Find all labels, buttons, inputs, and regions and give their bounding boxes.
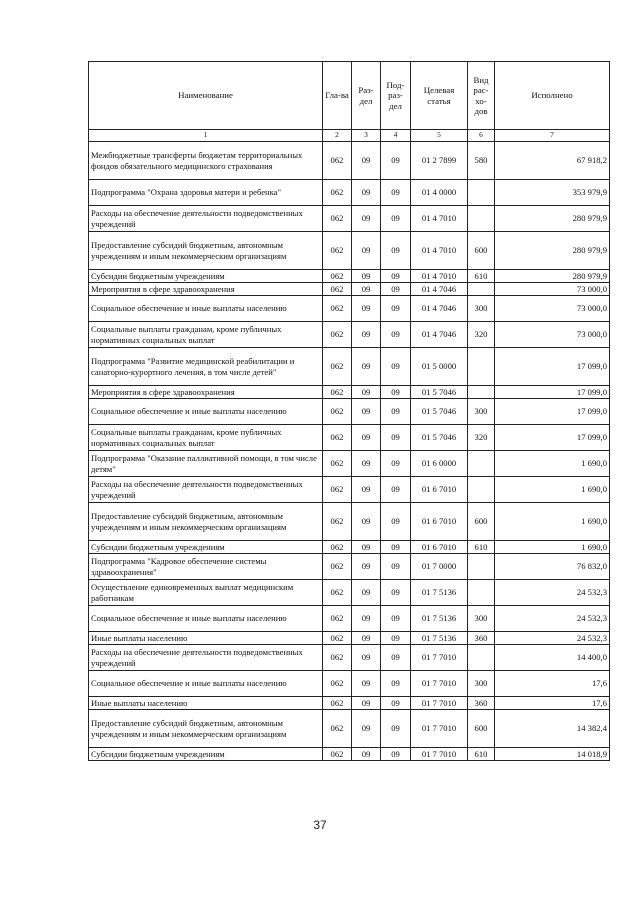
row-expense-type: 300 — [468, 671, 495, 697]
row-target-article: 01 7 7010 — [411, 710, 468, 748]
row-executed-amount: 17,6 — [495, 671, 610, 697]
row-glava: 062 — [323, 180, 352, 206]
row-expense-type — [468, 206, 495, 232]
row-target-article: 01 7 5136 — [411, 632, 468, 645]
row-razdel: 09 — [352, 232, 381, 270]
row-executed-amount: 17 099,0 — [495, 386, 610, 399]
row-name: Подпрограмма "Охрана здоровья матери и ребенка" — [89, 180, 323, 206]
table-row — [89, 386, 610, 399]
row-glava: 062 — [323, 142, 352, 180]
row-name: Субсидии бюджетным учреждениям — [89, 541, 323, 554]
row-glava: 062 — [323, 451, 352, 477]
row-razdel: 09 — [352, 451, 381, 477]
row-podrazdel: 09 — [381, 645, 411, 671]
row-name: Социальное обеспечение и иные выплаты населению — [89, 606, 323, 632]
table-row — [89, 554, 610, 580]
row-name: Подпрограмма "Кадровое обеспечение системы здравоохранения" — [89, 554, 323, 580]
column-numbers-row — [89, 130, 610, 142]
row-target-article: 01 7 7010 — [411, 697, 468, 710]
row-executed-amount: 76 832,0 — [495, 554, 610, 580]
column-number: 4 — [381, 130, 411, 142]
table-row — [89, 748, 610, 761]
header-expense-type: Вид рас-хо-дов — [468, 62, 495, 130]
row-razdel: 09 — [352, 541, 381, 554]
row-target-article: 01 4 7010 — [411, 232, 468, 270]
row-target-article: 01 5 0000 — [411, 348, 468, 386]
row-target-article: 01 7 7010 — [411, 645, 468, 671]
row-razdel: 09 — [352, 671, 381, 697]
row-executed-amount: 14 018,9 — [495, 748, 610, 761]
row-razdel: 09 — [352, 386, 381, 399]
row-podrazdel: 09 — [381, 697, 411, 710]
row-expense-type: 300 — [468, 606, 495, 632]
row-expense-type: 360 — [468, 697, 495, 710]
row-expense-type: 610 — [468, 541, 495, 554]
row-name: Субсидии бюджетным учреждениям — [89, 270, 323, 283]
row-podrazdel: 09 — [381, 580, 411, 606]
row-executed-amount: 1 690,0 — [495, 541, 610, 554]
row-razdel: 09 — [352, 710, 381, 748]
row-razdel: 09 — [352, 283, 381, 296]
row-executed-amount: 14 400,0 — [495, 645, 610, 671]
row-podrazdel: 09 — [381, 748, 411, 761]
row-podrazdel: 09 — [381, 142, 411, 180]
row-glava: 062 — [323, 645, 352, 671]
column-number: 3 — [352, 130, 381, 142]
row-expense-type — [468, 451, 495, 477]
table-row — [89, 283, 610, 296]
row-podrazdel: 09 — [381, 283, 411, 296]
row-razdel: 09 — [352, 632, 381, 645]
row-glava: 062 — [323, 399, 352, 425]
table-row — [89, 322, 610, 348]
row-razdel: 09 — [352, 322, 381, 348]
row-glava: 062 — [323, 270, 352, 283]
row-executed-amount: 280 979,9 — [495, 232, 610, 270]
row-glava: 062 — [323, 580, 352, 606]
row-executed-amount: 73 000,0 — [495, 322, 610, 348]
row-name: Социальные выплаты гражданам, кроме публичных нормативных социальных выплат — [89, 425, 323, 451]
row-glava: 062 — [323, 503, 352, 541]
row-razdel: 09 — [352, 425, 381, 451]
row-executed-amount: 24 532,3 — [495, 632, 610, 645]
row-name: Осуществление единовременных выплат медицинским работникам — [89, 580, 323, 606]
row-expense-type — [468, 580, 495, 606]
table-row — [89, 206, 610, 232]
row-podrazdel: 09 — [381, 180, 411, 206]
header-glava: Гла-ва — [323, 62, 352, 130]
row-target-article: 01 5 7046 — [411, 399, 468, 425]
row-podrazdel: 09 — [381, 348, 411, 386]
row-target-article: 01 6 0000 — [411, 451, 468, 477]
row-executed-amount: 24 532,3 — [495, 580, 610, 606]
row-expense-type: 600 — [468, 503, 495, 541]
row-expense-type — [468, 386, 495, 399]
row-name: Предоставление субсидий бюджетным, автономным учреждениям и иным некоммерческим организациям — [89, 503, 323, 541]
row-name: Расходы на обеспечение деятельности подведомственных учреждений — [89, 645, 323, 671]
table-row — [89, 645, 610, 671]
table-row — [89, 180, 610, 206]
row-expense-type: 300 — [468, 296, 495, 322]
row-executed-amount: 24 532,3 — [495, 606, 610, 632]
table-row — [89, 541, 610, 554]
row-executed-amount: 73 000,0 — [495, 283, 610, 296]
header-razdel: Раз-дел — [352, 62, 381, 130]
row-executed-amount: 280 979,9 — [495, 206, 610, 232]
row-podrazdel: 09 — [381, 541, 411, 554]
row-executed-amount: 17,6 — [495, 697, 610, 710]
column-number: 7 — [495, 130, 610, 142]
row-razdel: 09 — [352, 645, 381, 671]
row-glava: 062 — [323, 206, 352, 232]
row-target-article: 01 5 7046 — [411, 425, 468, 451]
row-expense-type — [468, 477, 495, 503]
row-target-article: 01 6 7010 — [411, 477, 468, 503]
row-razdel: 09 — [352, 206, 381, 232]
header-name: Наименование — [89, 62, 323, 130]
table-row — [89, 697, 610, 710]
row-name: Субсидии бюджетным учреждениям — [89, 748, 323, 761]
row-expense-type — [468, 645, 495, 671]
row-name: Межбюджетные трансферты бюджетам территориальных фондов обязательного медицинского страхования — [89, 142, 323, 180]
row-expense-type — [468, 180, 495, 206]
row-executed-amount: 17 099,0 — [495, 348, 610, 386]
row-name: Социальное обеспечение и иные выплаты населению — [89, 671, 323, 697]
row-expense-type: 600 — [468, 232, 495, 270]
row-executed-amount: 1 690,0 — [495, 477, 610, 503]
row-executed-amount: 73 000,0 — [495, 296, 610, 322]
row-target-article: 01 4 7010 — [411, 270, 468, 283]
table-row — [89, 399, 610, 425]
row-podrazdel: 09 — [381, 503, 411, 541]
row-target-article: 01 4 7046 — [411, 283, 468, 296]
row-name: Иные выплаты населению — [89, 632, 323, 645]
row-glava: 062 — [323, 348, 352, 386]
column-number: 2 — [323, 130, 352, 142]
row-podrazdel: 09 — [381, 270, 411, 283]
row-expense-type: 580 — [468, 142, 495, 180]
row-target-article: 01 6 7010 — [411, 503, 468, 541]
row-expense-type — [468, 554, 495, 580]
row-expense-type: 300 — [468, 399, 495, 425]
row-glava: 062 — [323, 697, 352, 710]
row-razdel: 09 — [352, 503, 381, 541]
row-target-article: 01 7 7010 — [411, 671, 468, 697]
table-row — [89, 477, 610, 503]
row-glava: 062 — [323, 477, 352, 503]
row-target-article: 01 4 0000 — [411, 180, 468, 206]
table-row — [89, 270, 610, 283]
column-number: 1 — [89, 130, 323, 142]
row-target-article: 01 7 5136 — [411, 606, 468, 632]
row-podrazdel: 09 — [381, 671, 411, 697]
row-name: Мероприятия в сфере здравоохранения — [89, 386, 323, 399]
table-row — [89, 503, 610, 541]
row-target-article: 01 7 0000 — [411, 554, 468, 580]
row-executed-amount: 1 690,0 — [495, 451, 610, 477]
row-glava: 062 — [323, 554, 352, 580]
row-razdel: 09 — [352, 580, 381, 606]
row-executed-amount: 14 382,4 — [495, 710, 610, 748]
table-body — [89, 142, 610, 761]
row-target-article: 01 6 7010 — [411, 541, 468, 554]
row-target-article: 01 4 7010 — [411, 206, 468, 232]
row-razdel: 09 — [352, 697, 381, 710]
row-glava: 062 — [323, 283, 352, 296]
table-header — [89, 62, 610, 142]
row-glava: 062 — [323, 710, 352, 748]
row-expense-type: 600 — [468, 710, 495, 748]
row-podrazdel: 09 — [381, 710, 411, 748]
row-podrazdel: 09 — [381, 386, 411, 399]
table-row — [89, 710, 610, 748]
row-name: Расходы на обеспечение деятельности подведомственных учреждений — [89, 206, 323, 232]
row-name: Расходы на обеспечение деятельности подведомственных учреждений — [89, 477, 323, 503]
row-razdel: 09 — [352, 296, 381, 322]
row-razdel: 09 — [352, 748, 381, 761]
row-podrazdel: 09 — [381, 632, 411, 645]
row-glava: 062 — [323, 425, 352, 451]
row-executed-amount: 17 099,0 — [495, 399, 610, 425]
header-executed: Исполнено — [495, 62, 610, 130]
row-target-article: 01 4 7046 — [411, 322, 468, 348]
row-glava: 062 — [323, 296, 352, 322]
row-podrazdel: 09 — [381, 399, 411, 425]
row-expense-type — [468, 348, 495, 386]
header-target-article: Целевая статья — [411, 62, 468, 130]
row-podrazdel: 09 — [381, 206, 411, 232]
row-name: Предоставление субсидий бюджетным, автономным учреждениям и иным некоммерческим организациям — [89, 710, 323, 748]
row-executed-amount: 280 979,9 — [495, 270, 610, 283]
row-executed-amount: 1 690,0 — [495, 503, 610, 541]
row-executed-amount: 67 918,2 — [495, 142, 610, 180]
row-name: Подпрограмма "Развитие медицинской реабилитации и санаторно-курортного лечения, в том числе детей" — [89, 348, 323, 386]
row-target-article: 01 4 7046 — [411, 296, 468, 322]
row-glava: 062 — [323, 671, 352, 697]
row-glava: 062 — [323, 748, 352, 761]
table-row — [89, 606, 610, 632]
row-razdel: 09 — [352, 399, 381, 425]
column-number: 6 — [468, 130, 495, 142]
row-podrazdel: 09 — [381, 477, 411, 503]
row-name: Подпрограмма "Оказание паллиативной помощи, в том числе детям" — [89, 451, 323, 477]
row-glava: 062 — [323, 322, 352, 348]
row-glava: 062 — [323, 232, 352, 270]
row-podrazdel: 09 — [381, 451, 411, 477]
table-row — [89, 348, 610, 386]
row-target-article: 01 7 5136 — [411, 580, 468, 606]
row-razdel: 09 — [352, 180, 381, 206]
row-target-article: 01 5 7046 — [411, 386, 468, 399]
row-target-article: 01 7 7010 — [411, 748, 468, 761]
row-podrazdel: 09 — [381, 232, 411, 270]
table-row — [89, 142, 610, 180]
row-expense-type: 610 — [468, 270, 495, 283]
table-row — [89, 232, 610, 270]
page-number: 37 — [313, 818, 327, 832]
column-number: 5 — [411, 130, 468, 142]
table-row — [89, 632, 610, 645]
table-row — [89, 425, 610, 451]
table-row — [89, 671, 610, 697]
row-podrazdel: 09 — [381, 296, 411, 322]
row-podrazdel: 09 — [381, 554, 411, 580]
row-expense-type: 320 — [468, 425, 495, 451]
row-razdel: 09 — [352, 554, 381, 580]
row-glava: 062 — [323, 632, 352, 645]
row-name: Социальные выплаты гражданам, кроме публичных нормативных социальных выплат — [89, 322, 323, 348]
row-glava: 062 — [323, 606, 352, 632]
table-row — [89, 451, 610, 477]
row-name: Социальное обеспечение и иные выплаты населению — [89, 399, 323, 425]
row-executed-amount: 353 979,9 — [495, 180, 610, 206]
row-podrazdel: 09 — [381, 322, 411, 348]
table-row — [89, 580, 610, 606]
row-razdel: 09 — [352, 606, 381, 632]
row-name: Предоставление субсидий бюджетным, автономным учреждениям и иным некоммерческим организациям — [89, 232, 323, 270]
row-name: Социальное обеспечение и иные выплаты населению — [89, 296, 323, 322]
row-glava: 062 — [323, 541, 352, 554]
row-razdel: 09 — [352, 142, 381, 180]
header-podrazdel: Под-раз-дел — [381, 62, 411, 130]
row-expense-type — [468, 283, 495, 296]
row-target-article: 01 2 7899 — [411, 142, 468, 180]
row-glava: 062 — [323, 386, 352, 399]
row-expense-type: 320 — [468, 322, 495, 348]
row-podrazdel: 09 — [381, 425, 411, 451]
row-podrazdel: 09 — [381, 606, 411, 632]
row-executed-amount: 17 099,0 — [495, 425, 610, 451]
row-name: Иные выплаты населению — [89, 697, 323, 710]
row-expense-type: 610 — [468, 748, 495, 761]
row-name: Мероприятия в сфере здравоохранения — [89, 283, 323, 296]
row-razdel: 09 — [352, 348, 381, 386]
row-expense-type: 360 — [468, 632, 495, 645]
budget-table — [88, 61, 610, 761]
row-razdel: 09 — [352, 270, 381, 283]
table-row — [89, 296, 610, 322]
row-razdel: 09 — [352, 477, 381, 503]
